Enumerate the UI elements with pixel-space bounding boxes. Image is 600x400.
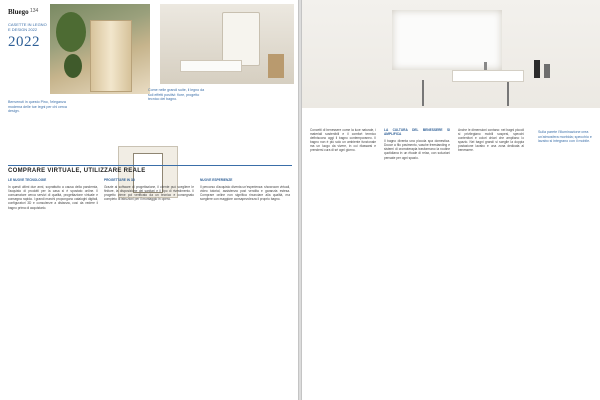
column-heading: NUOVE ESPERIENZE — [200, 178, 233, 182]
bottle-shape — [544, 64, 550, 78]
sauna-door-photo — [50, 4, 150, 94]
text-column-2 — [104, 178, 194, 204]
column-text: Il bagno diventa una piccola spa domestica. Docce a filo pavimento, vasche freestanding e sistemi di cromoterapia trasformano la routine quotidiana in un rituale di relax, con soluzioni pensate per ogni spazio. — [384, 139, 450, 160]
stool-shape — [268, 54, 284, 78]
left-page — [0, 0, 298, 400]
column-text: Grazie ai software di progettazione, il cliente può scegliere le finiture, la disposizione dei sanitari e il tipo di rivestimento. Il progetto viene poi verificato da un tecnico e consegnato completo di istruzioni per il montaggio in opera. — [104, 185, 194, 202]
section-title: COMPRARE VIRTUALE, UTILIZZARE REALE — [8, 168, 146, 174]
plant-shape — [56, 12, 86, 52]
bathroom-photo — [160, 4, 294, 84]
text-column-1 — [8, 178, 98, 213]
text-column-3 — [458, 128, 524, 156]
text-column-2 — [384, 128, 450, 163]
stand-leg-shape — [422, 80, 424, 106]
mirror-shape — [222, 12, 260, 66]
brand-logo: Bluego — [8, 8, 29, 16]
plant-shape — [64, 54, 82, 78]
column-text: Il percorso d'acquisto diventa un'esperienza: showroom virtuali, video tutorial, assistenza post vendita e garanzia estesa. Comprare online non significa rinunciare alla qualità, ma scegliere con maggiore consapevolezza il proprio bagno. — [200, 185, 290, 202]
page-number: 134 — [30, 8, 39, 14]
text-column-1 — [310, 128, 376, 156]
column-heading: PROGETTARE IN 3D — [104, 178, 135, 182]
right-page — [302, 0, 600, 400]
basin-shape — [180, 60, 242, 72]
illuminated-bathroom-photo — [302, 0, 600, 108]
faucet-shape — [484, 62, 487, 70]
wooden-door-shape — [90, 20, 132, 92]
light-panel-shape — [392, 10, 502, 70]
section-divider — [8, 165, 292, 166]
column-heading: LE NUOVE TECNOLOGIE — [8, 178, 47, 182]
sink-shape — [452, 70, 524, 82]
photo-caption: Sulla parete l'illuminazione crea un'atmosfera morbida; specchio e lavabo si integrano con il mobile. — [538, 130, 592, 144]
photo-caption-right: Come nelle grandi suite, il legno da soli effetti positivi: fiore, progetto tecnico del bagno. — [148, 88, 205, 102]
column-text: Concetti di benessere come la luce naturale, i materiali sostenibili e il comfort termico definiscono oggi il bagno contemporaneo. Il bagno non è più solo un ambiente funzionale ma un luogo da vivere, in cui rilassarsi e prendersi cura di sé ogni giorno. — [310, 128, 376, 153]
column-text: In questi ultimi due anni, soprattutto a causa della pandemia, l'acquisto di prodotti per la casa si è spostato online. Il consumatore cerca servizi di qualità, progettazione virtuale e consegna rapida. I grandi marchi propongono cataloghi digitali, configuratori 3D e consulenze a distanza, così da vedere il bagno prima di acquistarlo. — [8, 185, 98, 210]
photo-caption-left: Benvenuti in questo Pino, l'eleganza moderna delle tue legni per chi cerca design. — [8, 100, 67, 114]
year-heading: 2022 — [8, 34, 40, 50]
stand-leg-shape — [507, 80, 509, 106]
column-text: Anche le dimensioni contano: nei bagni piccoli si privilegiano mobili sospesi, specchi contenitori e colori chiari che ampliano lo spazio. Nei bagni grandi si sceglie la doppia postazione lavabo e una zona dedicata al benessere. — [458, 128, 524, 153]
text-column-3 — [200, 178, 290, 204]
column-heading: LA CULTURA DEL BENESSERE SI AMPLIFICA — [384, 128, 450, 137]
bottle-shape — [534, 60, 540, 78]
supertitle: CASETTE IN LEGNO E DESIGN 2022 — [8, 22, 47, 32]
